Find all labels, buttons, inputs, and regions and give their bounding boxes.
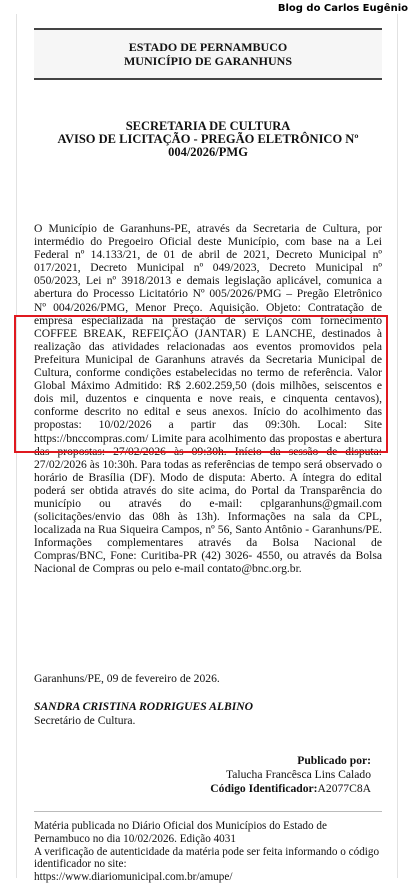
publication-block (131, 754, 371, 796)
department-title: SECRETARIA DE CULTURA (125, 119, 291, 133)
date-line: Garanhuns/PE, 09 de fevereiro de 2026. (34, 672, 220, 685)
blog-watermark: Blog do Carlos Eugênio (277, 3, 408, 14)
notice-paragraph: O Município de Garanhuns-PE, através da Secretaria de Cultura, por intermédio do Pregoeiro Oficial deste Município, com base na a Lei Federal nº 14.133/21, de 01 de abril de 2021, Decreto Municipal nº 017/2021, Decreto Municipal nº 049/2023, Decreto Municipal nº 050/2023, Lei nº 3918/2013 e demais legislação aplicável, comunica a abertura do Processo Licitatório Nº 005/2026/PMG – Pregão Eletrônico Nº 004/2026/PMG, Menor Preço. Aquisição. Objeto: Contratação de empresa especializada na prestação de serviços com fornecimento COFFEE BREAK, REFEIÇÃO (JANTAR) E LANCHE, destinados à realização das atividades relacionadas aos eventos promovidos pela Prefeitura Municipal de Garanhuns através da Secretaria Municipal de Cultura, conforme condições estabelecidas no termo de referência. Valor Global Máximo Admitido: R$ 2.602.259,50 (dois milhões, seiscentos e dois mil, duzentos e cinquenta e nove reais, e cinquenta centavos), conforme descrito no edital e seus anexos. Início do acolhimento das propostas: 10/02/2026 a partir das 09:30h. Local: Site https://bnccompras.com/ Limite para acolhimento das propostas e abertura das propostas: 27/02/2026 às 09:30h. Início da sessão de disputa: 27/02/2026 às 10:30h. Para todas as referências de tempo será observado o horário de Brasília (DF). Modo de disputa: Aberto. A íntegra do edital poderá ser obtida através do site acima, do Portal da Transparência do município ou através do e-mail: cplgaranhuns@gmail.com (solicitações/envio das 08h às 13h). Informações na sala da CPL, localizada na Rua Siqueira Campos, nº 56, Santo Antônio - Garanhuns/PE. Informações complementares através da Bolsa Nacional de Compras/BNC, Fone: Curitiba-PR (42) 3026- 4550, ou através da Bolsa Nacional de Compras ou pelo e-mail contato@bnc.org.br. (34, 222, 382, 576)
footer-verification-url[interactable]: https://www.diariomunicipal.com.br/amupe/ (34, 871, 233, 884)
footer-verification-note: A verificação de autenticidade da matéria pode ser feita informando o código identificador no site: (34, 845, 380, 871)
publisher-name: Talucha Francêsca Lins Calado (225, 768, 371, 781)
notice-body (34, 222, 382, 576)
document-page (16, 14, 398, 884)
footer-publication-note: Matéria publicada no Diário Oficial dos Municípios do Estado de Pernambuco no dia 10/02/2026. Edição 4031 (34, 820, 327, 845)
code-label: Código Identificador: (210, 782, 318, 795)
notice-title (34, 120, 382, 159)
footer-divider (34, 811, 382, 812)
municipality-name: MUNICÍPIO DE GARANHUNS (123, 54, 292, 68)
notice-heading: AVISO DE LICITAÇÃO - PREGÃO ELETRÔNICO Nº (57, 132, 359, 146)
published-by-label: Publicado por: (297, 754, 371, 767)
state-header (34, 28, 382, 80)
signer-name: SANDRA CRISTINA RODRIGUES ALBINO (34, 700, 253, 713)
notice-number: 004/2026/PMG (168, 145, 248, 159)
state-name: ESTADO DE PERNAMBUCO (128, 40, 288, 54)
identifier-code: A2077C8A (317, 782, 371, 795)
signature-block (34, 700, 253, 728)
publication-footer (34, 820, 382, 884)
signer-role: Secretário de Cultura. (34, 714, 136, 727)
